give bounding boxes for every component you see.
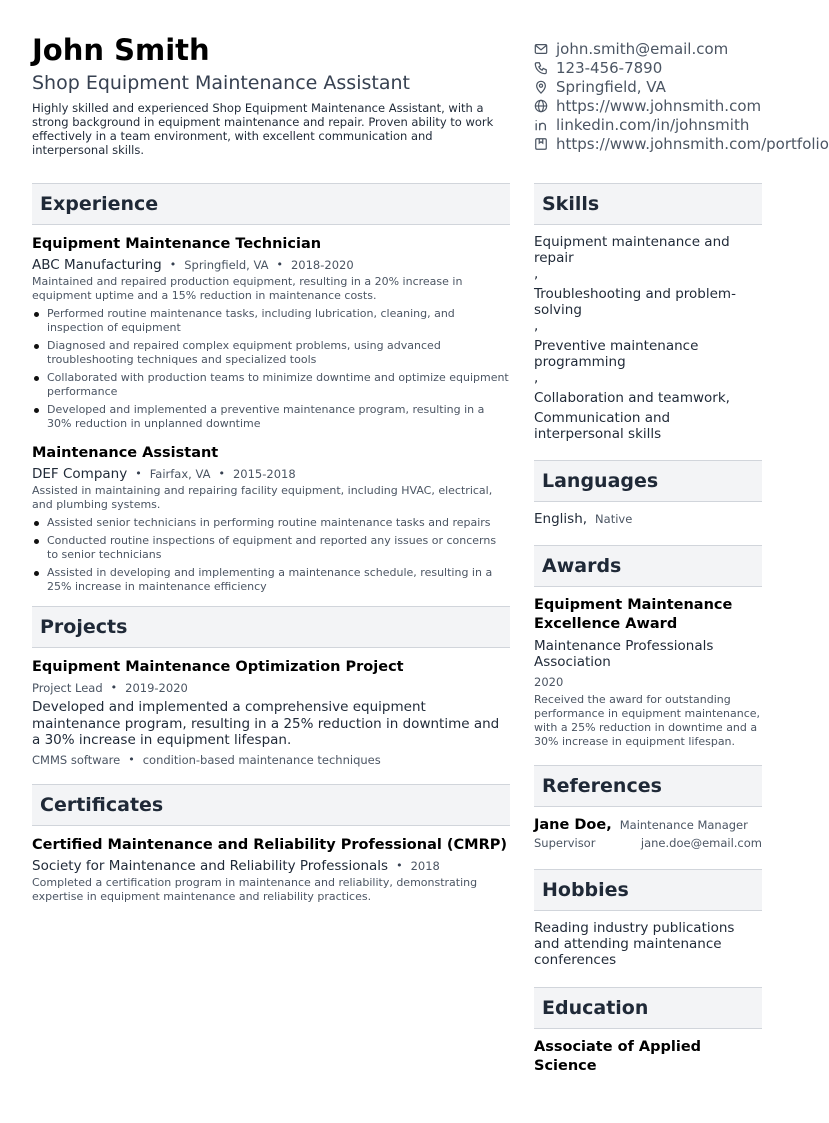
skill-item: Collaboration and teamwork, xyxy=(534,390,730,406)
certificate-entry xyxy=(32,835,510,904)
separator-dot: • xyxy=(135,467,142,480)
skill-item: Equipment maintenance and repair xyxy=(534,234,730,266)
contact-email-text: john.smith@email.com xyxy=(556,39,729,58)
job-bullet: Performed routine maintenance tasks, including lubrication, cleaning, and inspection of equipment xyxy=(32,307,510,335)
hobby-item: Reading industry publications and attending maintenance conferences xyxy=(534,920,735,968)
candidate-title: Shop Equipment Maintenance Assistant xyxy=(32,72,410,94)
job-bullet: Developed and implemented a preventive maintenance program, resulting in a 30% reduction in unplanned downtime xyxy=(32,403,510,431)
separator-dot: • xyxy=(169,258,177,271)
resume-header xyxy=(32,32,512,157)
job-description: Assisted in maintaining and repairing facility equipment, including HVAC, electrical, and plumbing systems. xyxy=(32,484,493,511)
skill-item: Preventive maintenance programming xyxy=(534,338,699,370)
award-year: 2020 xyxy=(534,675,564,689)
globe-icon xyxy=(534,99,548,113)
experience-entry xyxy=(32,234,510,431)
separator-dot: • xyxy=(110,681,118,694)
projects-heading: Projects xyxy=(32,606,510,648)
project-description: Developed and implemented a comprehensive equipment maintenance program, resulting in a 25% reduction in downtime and a 30% increase in equipment lifespan. xyxy=(32,699,500,748)
experience-heading: Experience xyxy=(32,183,510,225)
job-dates: 2015-2018 xyxy=(232,467,296,481)
linkedin-icon xyxy=(534,118,548,132)
project-entry xyxy=(32,657,510,768)
award-description: Received the award for outstanding performance in equipment maintenance, with a 25% reduction in downtime and a 30% increase in equipment lifespan. xyxy=(534,693,761,748)
reference-email[interactable]: jane.doe@email.com xyxy=(640,836,762,850)
contact-phone-text: 123-456-7890 xyxy=(556,58,663,77)
job-bullet: Diagnosed and repaired complex equipment problems, using advanced troubleshooting techniques and specialized tools xyxy=(32,339,510,367)
contact-location xyxy=(534,77,794,96)
candidate-name: John Smith xyxy=(32,33,210,67)
sidebar-column xyxy=(534,183,762,1076)
project-tags xyxy=(32,752,510,768)
contact-phone[interactable] xyxy=(534,58,794,77)
contact-portfolio[interactable] xyxy=(534,134,829,153)
portfolio-icon xyxy=(534,137,548,151)
job-location: Fairfax, VA xyxy=(149,467,211,481)
contact-linkedin-text: linkedin.com/in/johnsmith xyxy=(556,115,750,134)
job-company: DEF Company xyxy=(32,466,128,482)
job-title: Equipment Maintenance Technician xyxy=(32,236,322,252)
summary: Highly skilled and experienced Shop Equipment Maintenance Assistant, with a strong background in equipment maintenance and repair. Proven ability to work effectively in a team environment, with excellent communication and interpersonal skills. xyxy=(32,101,494,157)
references-heading: References xyxy=(534,765,762,807)
reference-details xyxy=(534,836,762,850)
email-icon xyxy=(534,42,548,56)
separator-dot: • xyxy=(276,258,283,271)
separator-dot: • xyxy=(128,752,135,766)
separator-dot: • xyxy=(396,858,403,872)
contact-email[interactable] xyxy=(534,39,794,58)
contact-linkedin[interactable] xyxy=(534,115,794,134)
skills-list xyxy=(534,234,762,442)
certificate-title: Certified Maintenance and Reliability Professional (CMRP) xyxy=(32,836,508,853)
job-bullet: Collaborated with production teams to minimize downtime and optimize equipment performance xyxy=(32,371,510,399)
reference-name: Jane Doe, xyxy=(534,817,612,833)
skill-item: Communication and interpersonal skills xyxy=(534,410,671,442)
skill-separator: , xyxy=(534,370,539,386)
job-bullet: Assisted in developing and implementing a maintenance schedule, resulting in a 25% increase in maintenance efficiency xyxy=(32,566,510,594)
project-title: Equipment Maintenance Optimization Project xyxy=(32,659,404,675)
contact-location-text: Springfield, VA xyxy=(556,77,666,96)
job-description: Maintained and repaired production equipment, resulting in a 20% increase in equipment uptime and a 15% reduction in maintenance costs. xyxy=(32,275,463,302)
certificate-description: Completed a certification program in maintenance and reliability, demonstrating expertise in equipment maintenance and reliability practices. xyxy=(32,875,478,903)
award-title: Equipment Maintenance Excellence Award xyxy=(534,597,733,632)
job-title: Maintenance Assistant xyxy=(32,445,219,461)
award-entry xyxy=(534,596,762,749)
project-tag: CMMS software xyxy=(32,752,121,767)
job-meta xyxy=(32,257,510,273)
award-organization: Maintenance Professionals Association xyxy=(534,638,714,670)
certificate-year: 2018 xyxy=(410,858,440,873)
job-meta xyxy=(32,466,510,482)
job-bullet: Conducted routine inspections of equipment and reported any issues or concerns to senior technicians xyxy=(32,534,510,562)
education-heading: Education xyxy=(534,987,762,1029)
job-dates: 2018-2020 xyxy=(290,258,354,272)
contact-website-text: https://www.johnsmith.com xyxy=(556,96,762,115)
job-bullets xyxy=(32,307,510,431)
separator-dot: • xyxy=(218,467,225,480)
job-bullet: Assisted senior technicians in performing routine maintenance tasks and repairs xyxy=(32,516,510,530)
language-level: Native xyxy=(595,512,633,526)
project-role: Project Lead xyxy=(32,681,103,695)
certificates-heading: Certificates xyxy=(32,784,510,826)
project-dates: 2019-2020 xyxy=(125,681,188,695)
language-item xyxy=(534,511,762,527)
reference-title: Maintenance Manager xyxy=(619,818,748,832)
reference-header xyxy=(534,817,762,833)
reference-entry xyxy=(534,817,762,850)
reference-subtitle: Supervisor xyxy=(534,836,596,850)
phone-icon xyxy=(534,61,548,75)
skill-separator: , xyxy=(534,266,539,282)
project-tag: condition-based maintenance techniques xyxy=(142,752,381,767)
contact-list xyxy=(534,39,829,153)
project-meta xyxy=(32,680,510,696)
education-degree: Associate of Applied Science xyxy=(534,1039,702,1074)
contact-website[interactable] xyxy=(534,96,794,115)
skill-separator: , xyxy=(534,318,539,334)
skill-item: Troubleshooting and problem-solving xyxy=(534,286,736,318)
certificate-issuer: Society for Maintenance and Reliability Professionals xyxy=(32,857,389,874)
contact-portfolio-text: https://www.johnsmith.com/portfolio xyxy=(556,134,829,153)
location-icon xyxy=(534,80,548,94)
job-bullets xyxy=(32,516,510,594)
language-name: English, xyxy=(534,511,588,527)
experience-entry xyxy=(32,443,510,594)
job-company: ABC Manufacturing xyxy=(32,257,162,273)
skills-heading: Skills xyxy=(534,183,762,225)
main-column xyxy=(32,183,510,904)
languages-heading: Languages xyxy=(534,460,762,502)
awards-heading: Awards xyxy=(534,545,762,587)
hobbies-heading: Hobbies xyxy=(534,869,762,911)
job-location: Springfield, VA xyxy=(184,258,269,272)
certificate-meta xyxy=(32,858,510,874)
